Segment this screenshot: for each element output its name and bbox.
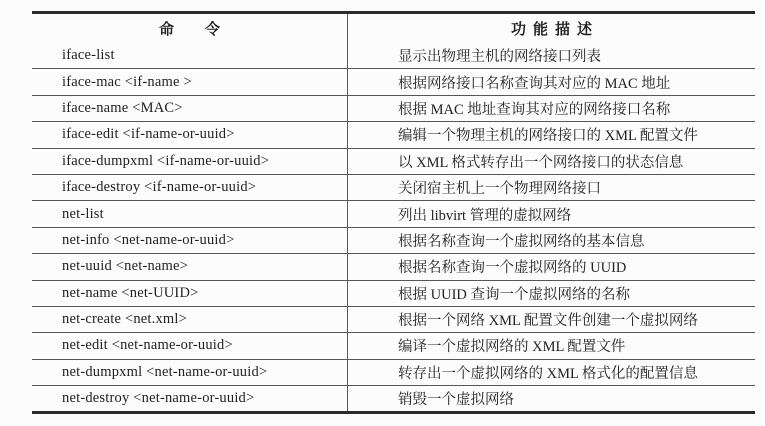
description-cell: 销毁一个虚拟网络 [347, 386, 755, 411]
description-cell: 以 XML 格式转存出一个网络接口的状态信息 [347, 149, 755, 174]
description-cell: 根据网络接口名称查询其对应的 MAC 地址 [347, 69, 755, 94]
command-cell: iface-edit <if-name-or-uuid> [62, 126, 235, 143]
command-cell: iface-dumpxml <if-name-or-uuid> [62, 152, 270, 169]
command-cell: net-uuid <net-name> [62, 258, 189, 275]
description-cell: 根据一个网络 XML 配置文件创建一个虚拟网络 [347, 307, 755, 332]
command-cell: net-edit <net-name-or-uuid> [62, 337, 233, 354]
table-row [32, 306, 755, 332]
table-row [32, 253, 755, 279]
table-row [32, 68, 755, 94]
table-row [32, 174, 755, 200]
command-reference-table [32, 11, 755, 414]
description-cell: 关闭宿主机上一个物理网络接口 [347, 175, 755, 200]
description-cell: 列出 libvirt 管理的虚拟网络 [347, 201, 755, 226]
command-cell: net-create <net.xml> [62, 311, 188, 328]
description-cell: 根据 MAC 地址查询其对应的网络接口名称 [347, 96, 755, 121]
table-row [32, 95, 755, 121]
table-row [32, 200, 755, 226]
command-cell: net-list [62, 205, 104, 222]
table-row [32, 385, 755, 411]
table-row [32, 227, 755, 253]
command-cell: iface-list [62, 46, 115, 63]
description-cell: 根据名称查询一个虚拟网络的基本信息 [347, 228, 755, 253]
table-row [32, 121, 755, 147]
command-cell: net-info <net-name-or-uuid> [62, 231, 235, 248]
table-row [32, 280, 755, 306]
command-cell: iface-destroy <if-name-or-uuid> [62, 179, 257, 196]
description-cell: 编译一个虚拟网络的 XML 配置文件 [347, 333, 755, 358]
description-cell: 编辑一个物理主机的网络接口的 XML 配置文件 [347, 122, 755, 147]
table-row [32, 359, 755, 385]
table-row [32, 148, 755, 174]
table-row [32, 332, 755, 358]
command-cell: net-dumpxml <net-name-or-uuid> [62, 363, 268, 380]
description-cell: 转存出一个虚拟网络的 XML 格式化的配置信息 [347, 360, 755, 385]
description-cell: 根据名称查询一个虚拟网络的 UUID [347, 254, 755, 279]
table-header-row [32, 14, 755, 42]
command-cell: net-destroy <net-name-or-uuid> [62, 390, 255, 407]
command-cell: iface-name <MAC> [62, 99, 183, 116]
header-description-column: 功能描述 [347, 14, 755, 42]
command-cell: iface-mac <if-name > [62, 73, 192, 90]
description-cell: 根据 UUID 查询一个虚拟网络的名称 [347, 281, 755, 306]
description-cell: 显示出物理主机的网络接口列表 [347, 42, 755, 68]
command-cell: net-name <net-UUID> [62, 284, 199, 301]
table-row [32, 42, 755, 68]
header-command-column: 命 令 [158, 21, 228, 38]
